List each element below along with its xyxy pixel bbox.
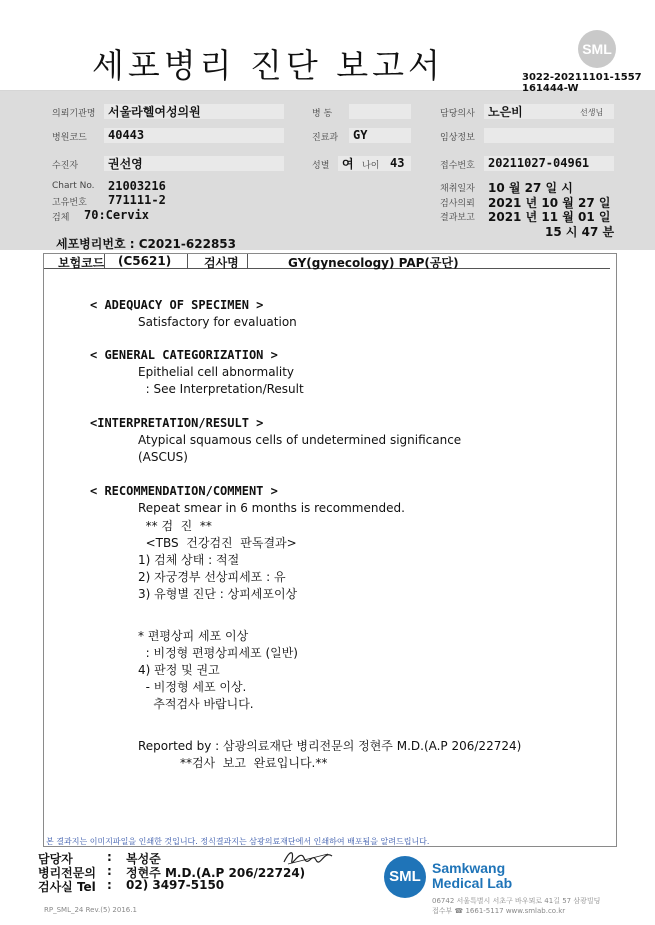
code-value: 40443 — [108, 128, 145, 142]
form-code: RP_SML_24 Rev.(5) 2016.1 — [44, 906, 137, 914]
report-id-line2: 161444-W — [522, 83, 579, 94]
report-body — [43, 253, 617, 847]
divider — [187, 254, 188, 268]
section-line: ** 검 진 ** — [138, 519, 212, 533]
test-code-row — [44, 254, 610, 269]
chart-label: Chart No. — [52, 181, 95, 191]
lab-logo-icon: SML — [384, 856, 426, 898]
staff-label: 담당자 — [38, 852, 73, 866]
report-complete-line: **검사 보고 완료입니다.** — [138, 756, 328, 770]
hospital-label: 의뢰기관명 — [52, 109, 96, 119]
pathologist-value: 정현주 M.D.(A.P 206/22724) — [126, 866, 306, 880]
requested-label: 검사의뢰 — [440, 199, 475, 209]
cytology-number: 세포병리번호 : C2021-622853 — [56, 237, 236, 251]
unique-label: 고유번호 — [52, 198, 87, 208]
section-heading: < GENERAL CATEGORIZATION > — [90, 348, 278, 362]
dept-value: GY — [353, 128, 368, 142]
age-label: 나이 — [362, 161, 380, 171]
chart-value: 21003216 — [108, 179, 166, 193]
section-line: (ASCUS) — [138, 450, 188, 464]
section-line: 2) 자궁경부 선상피세포 : 유 — [138, 570, 286, 584]
name-label: 수진자 — [52, 161, 79, 171]
section-line: Atypical squamous cells of undetermined significance — [138, 433, 462, 447]
lab-contact: 접수부 ☎ 1661-5117 www.smlab.co.kr — [432, 907, 566, 915]
signature-icon — [282, 846, 334, 868]
specimen-value: 70:Cervix — [84, 208, 150, 222]
lab-name-line2: Medical Lab — [432, 875, 513, 891]
specimen-label: 검체 — [52, 213, 70, 223]
receipt-label: 접수번호 — [440, 161, 475, 171]
section-line: Satisfactory for evaluation — [138, 315, 297, 329]
receipt-value: 20211027-04961 — [488, 156, 590, 170]
colon: : — [107, 850, 112, 864]
section-line: 1) 검체 상태 : 적절 — [138, 553, 240, 567]
code-label: 병원코드 — [52, 133, 87, 143]
section-line: Repeat smear in 6 months is recommended. — [138, 501, 405, 515]
section-line: <TBS 건강검진 판독결과> — [138, 536, 297, 550]
test-label: 검사명 — [204, 256, 239, 270]
reported-time: 15 시 47 분 — [545, 225, 615, 239]
report-title: 세포병리 진단 보고서 — [92, 46, 444, 85]
section-heading: < RECOMMENDATION/COMMENT > — [90, 484, 278, 498]
requested-value: 2021 년 10 월 27 일 — [488, 196, 611, 210]
collected-label: 채취일자 — [440, 184, 475, 194]
reported-by-line: Reported by : 삼광의료재단 병리전문의 정현주 M.D.(A.P 206/22724) — [138, 739, 522, 753]
section-heading: <INTERPRETATION/RESULT > — [90, 416, 264, 430]
colon: : — [107, 864, 112, 878]
staff-value: 복성준 — [126, 852, 161, 866]
insurance-label: 보험코드 — [58, 256, 105, 270]
section-line: 3) 유형별 진단 : 상피세포이상 — [138, 587, 298, 601]
section-line: 4) 판정 및 권고 — [138, 663, 220, 677]
ward-label: 병 동 — [312, 109, 333, 119]
dept-label: 진료과 — [312, 133, 339, 143]
lab-address: 06742 서울특별시 서초구 바우뫼로 41길 57 삼광빌딩 — [432, 897, 601, 905]
collected-value: 10 월 27 일 시 — [488, 181, 573, 195]
doctor-value: 노은비 — [488, 105, 523, 119]
image-print-notice: 본 결과지는 이미지파일을 인쇄한 것입니다. 정식결과지는 삼광의료재단에서 인쇄하여 배포됨을 알려드립니다. — [46, 837, 430, 846]
hospital-value: 서울라헬여성의원 — [108, 105, 201, 119]
sml-logo-icon: SML — [578, 30, 616, 68]
section-line: : 비정형 편평상피세포 (일반) — [138, 646, 298, 660]
report-id-line1: 3022-20211101-1557 — [522, 72, 642, 83]
name-value: 권선영 — [108, 157, 143, 171]
report-id — [522, 72, 642, 94]
sex-value: 여 — [342, 157, 354, 171]
unique-value: 771111-2 — [108, 193, 166, 207]
section-heading: < ADEQUACY OF SPECIMEN > — [90, 298, 264, 312]
divider — [247, 254, 248, 268]
reported-value: 2021 년 11 월 01 일 — [488, 210, 611, 224]
section-line: : See Interpretation/Result — [138, 382, 304, 396]
sex-label: 성별 — [312, 161, 330, 171]
lab-name-line1: Samkwang — [432, 860, 506, 876]
tel-value: 02) 3497-5150 — [126, 878, 225, 892]
section-line: * 편평상피 세포 이상 — [138, 629, 249, 643]
reported-label: 결과보고 — [440, 213, 475, 223]
section-line: - 비정형 세포 이상. — [138, 680, 247, 694]
test-value: GY(gynecology) PAP(공단) — [288, 256, 459, 270]
clinical-label: 임상정보 — [440, 133, 475, 143]
ward-cell — [349, 104, 411, 119]
doctor-suffix: 선생님 — [580, 108, 604, 117]
doctor-label: 담당의사 — [440, 109, 475, 119]
pathologist-label: 병리전문의 — [38, 866, 96, 880]
lab-name — [432, 861, 512, 891]
tel-label: 검사실 Tel — [38, 880, 96, 894]
insurance-value: (C5621) — [118, 254, 172, 268]
section-line: 추적검사 바랍니다. — [138, 697, 254, 711]
colon: : — [107, 878, 112, 892]
section-line: Epithelial cell abnormality — [138, 365, 295, 379]
clinical-cell — [484, 128, 614, 143]
age-value: 43 — [390, 156, 405, 170]
divider — [104, 254, 105, 268]
